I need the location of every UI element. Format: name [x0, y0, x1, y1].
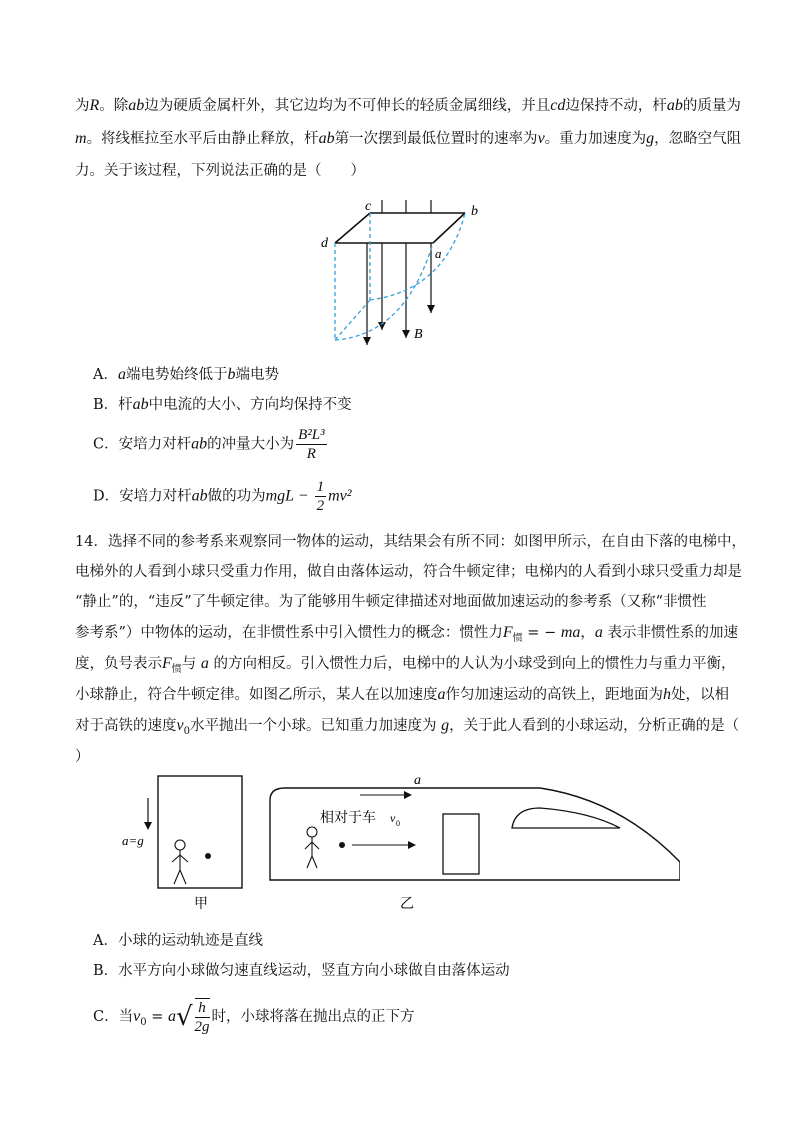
fraction-one-half: $\frac{1}{2}$ — [316, 479, 325, 514]
person-in-elevator-icon — [172, 840, 188, 884]
ball-elevator — [205, 853, 211, 859]
fraction-b2l3-over-r: $\frac{\text{B²L³}}{R}$ — [298, 427, 325, 462]
label-a: a — [435, 246, 442, 261]
label-B: B — [414, 327, 423, 342]
q13-option-b: B．杆ab中电流的大小、方向均保持不变 — [93, 396, 352, 413]
fraction-h-over-2g: $\frac{h}{2g}$ — [194, 1000, 210, 1035]
q14-line-3: “静止”的，“违反”了牛顿定律。为了能够用牛顿定律描述对地面做加速运动的参考系（又称“非惯性 — [75, 594, 707, 610]
q13-line-3: 力。关于该过程，下列说法正确的是（ ） — [75, 163, 365, 179]
q14-line-7: 对于高铁的速度$v_0$水平抛出一个小球。已知重力加速度为 g，关于此人看到的小球运动，分析正确的是（ — [75, 717, 740, 737]
q13-figure — [315, 195, 485, 355]
ball-train — [339, 842, 345, 848]
q14-line-2: 电梯外的人看到小球只受重力作用，做自由落体运动，符合牛顿定律；电梯内的人看到小球只受重力却是 — [75, 564, 742, 580]
q13-line-2: m。将线框拉至水平后由静止释放，杆ab第一次摆到最低位置时的速率为v。重力加速度为g，忽略空气阻 — [75, 130, 742, 147]
q14-option-b: B．水平方向小球做匀速直线运动，竖直方向小球做自由落体运动 — [93, 963, 510, 979]
train-door — [443, 814, 479, 874]
label-c: c — [365, 199, 372, 214]
q13-option-a: A．a端电势始终低于b端电势 — [93, 366, 279, 383]
q14-option-a: A．小球的运动轨迹是直线 — [93, 933, 263, 949]
label-d: d — [321, 236, 328, 251]
q14-line-5: 度，负号表示$F_惯$与 a 的方向相反。引入惯性力后，电梯中的人认为小球受到向上的惯性力与重力平衡， — [75, 655, 736, 675]
q13-option-d: D．安培力对杆ab做的功为mgL − $\frac{1}{2}$ mv² — [93, 479, 352, 514]
person-in-train-icon — [305, 827, 319, 868]
q14-line-8: ） — [75, 749, 90, 765]
elevator-box — [158, 776, 242, 888]
label-relative-to-train: 相对于车 — [320, 811, 376, 826]
train-window — [512, 808, 620, 828]
label-v0-sub: 0 — [396, 819, 400, 828]
label-yi: 乙 — [400, 897, 414, 912]
q13-option-c: C．安培力对杆ab的冲量大小为 $\frac{\text{B²L³}}{R}$ — [93, 427, 325, 462]
label-a-train: a — [414, 773, 421, 788]
sqrt-sign: √ — [175, 1002, 193, 1032]
q14-option-c: C．当$v_0 = a√$ $\frac{h}{2g}$ 时，小球将落在抛出点的正下方 — [93, 1000, 415, 1035]
q14-figure — [120, 770, 680, 920]
train-body — [270, 788, 680, 880]
q14-line-1: 14．选择不同的参考系来观察同一物体的运动，其结果会有所不同：如图甲所示，在自由下落的电梯中， — [75, 534, 746, 550]
q14-line-6: 小球静止，符合牛顿定律。如图乙所示，某人在以加速度a作匀加速运动的高铁上，距地面为h处，以相 — [75, 686, 729, 703]
label-b: b — [471, 204, 478, 219]
label-v0: v — [390, 811, 396, 825]
label-a-equals-g: a=g — [122, 833, 144, 848]
q13-line-1: 为R。除ab边为硬质金属杆外，其它边均为不可伸长的轻质金属细线，并且cd边保持不动，杆ab的质量为 — [75, 97, 741, 114]
q14-line-4: 参考系”）中物体的运动，在非惯性系中引入惯性力的概念：惯性力$F_惯$ = − ma，a 表示非惯性系的加速 — [75, 624, 739, 644]
label-jia: 甲 — [194, 897, 208, 912]
